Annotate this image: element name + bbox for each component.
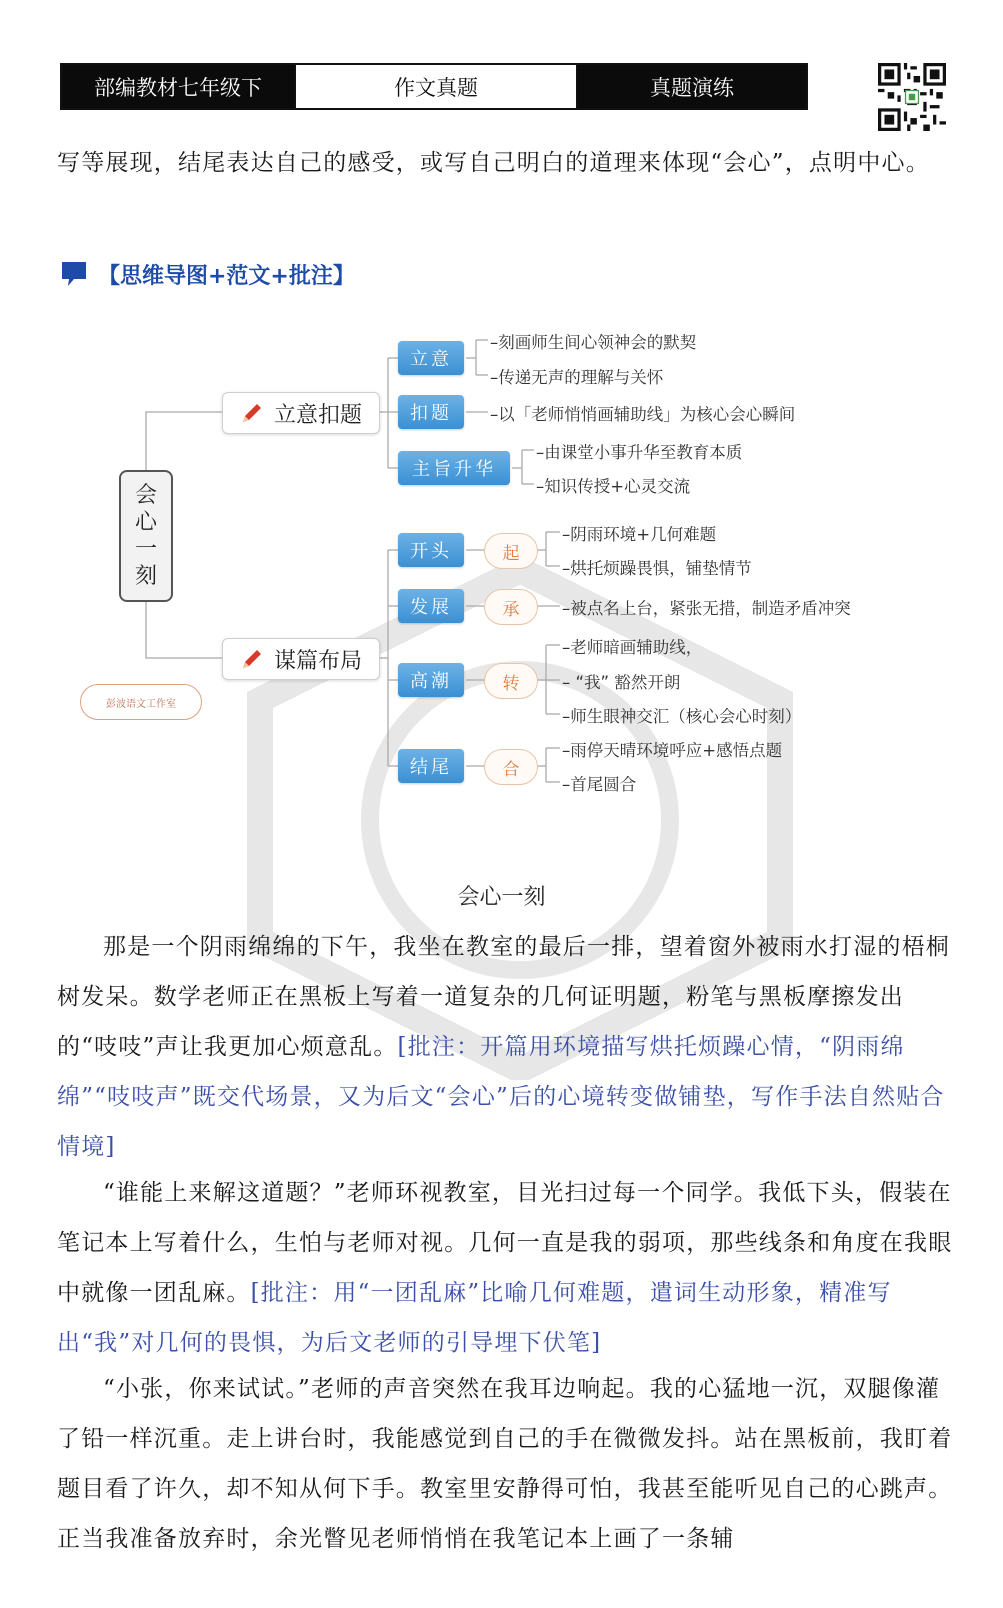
circle-qi: 起 [484,533,538,569]
essay-text: “小张，你来试试。”老师的声音突然在我耳边响起。我的心猛地一沉，双腿像灌了铅一样沉重。走上讲台时，我能感觉到自己的手在微微发抖。站在黑板前，我盯着题目看了许久，却不知从何下手。教室里安静得可怕，我甚至能听见自己的心跳声。正当我准备放弃时，余光瞥见老师悄悄在我笔记本上画了一条辅 [57,1376,953,1552]
studio-stamp: 彭波语文工作室 [80,684,202,720]
mindmap-item: –烘托烦躁畏惧，铺垫情节 [562,559,752,578]
essay-paragraph-1 [57,922,957,1172]
mindmap-item: –师生眼神交汇（核心会心时刻） [562,707,802,726]
mindmap-item: –被点名上台，紧张无措，制造矛盾冲突 [562,599,851,618]
pencil-icon [240,401,264,425]
mindmap-item: –阴雨环境+几何难题 [562,525,717,544]
mindmap-item: –首尾圆合 [562,775,637,794]
header-category: 作文真题 [294,65,578,108]
header-practice: 真题演练 [578,65,806,108]
essay-text: “谁能上来解这道题？”老师环视教室，目光扫过每一个同学。我低下头，假装在笔记本上写着什么，生怕与老师对视。几何一直是我的弱项，那些线条和角度在我眼中就像一团乱麻。 [57,1180,953,1306]
essay-text: 那是一个阴雨绵绵的下午，我坐在教室的最后一排，望着窗外被雨水打湿的梧桐树发呆。数学老师正在黑板上写着一道复杂的几何证明题，粉笔与黑板摩擦发出的“吱吱”声让我更加心烦意乱。 [57,934,950,1060]
header-grade: 部编教材七年级下 [62,65,294,108]
mindmap-item: –传递无声的理解与关怀 [490,368,664,387]
mindmap-item: – “我” 豁然开朗 [562,673,681,692]
tag-liyi: 立意 [398,341,464,375]
essay-paragraph-3 [57,1364,957,1564]
circle-zhuan: 转 [484,663,538,699]
intro-paragraph: 写等展现，结尾表达自己的感受，或写自己明白的道理来体现“会心”，点明中心。 [57,150,930,176]
tag-jiewei: 结尾 [398,749,464,783]
tag-zhuzhi: 主旨升华 [398,451,510,485]
branch-structure-label: 谋篇布局 [273,648,362,674]
pencil-icon [240,647,264,671]
mindmap-item: –由课堂小事升华至教育本质 [536,443,743,462]
annotation-note: [批注：用“一团乱麻”比喻几何难题，遣词生动形象，精准写出“我”对几何的畏惧，为后文老师的引导埋下伏笔] [57,1280,892,1356]
mindmap-root-label: 会 心 一 刻 [134,483,157,589]
section-title-label: 【思维导图+范文+批注】 [98,263,355,289]
circle-he: 合 [484,749,538,785]
tag-gaochao: 高潮 [398,663,464,697]
speech-bubble-icon [60,260,90,288]
header-bar [60,63,808,110]
qr-code-icon[interactable] [878,63,946,131]
mindmap-item: –雨停天晴环境呼应+感悟点题 [562,741,783,760]
mindmap-item: –知识传授+心灵交流 [536,477,691,496]
tag-kaitou: 开头 [398,533,464,567]
annotation-note: [批注：开篇用环境描写烘托烦躁心情，“阴雨绵绵”“吱吱声”既交代场景，又为后文“会心”后的心境转变做铺垫，写作手法自然贴合情境] [57,1034,945,1160]
circle-cheng: 承 [484,589,538,625]
essay-title: 会心一刻 [457,885,546,910]
mindmap-item: –以「老师悄悄画辅助线」为核心会心瞬间 [490,405,796,424]
branch-structure-node [222,638,380,680]
tag-kouti: 扣题 [398,395,464,429]
essay-paragraph-2 [57,1168,957,1368]
mindmap-root [119,470,173,602]
mindmap-item: –老师暗画辅助线， [562,638,703,657]
branch-theme-label: 立意扣题 [273,402,362,428]
mindmap-item: –刻画师生间心领神会的默契 [490,333,697,352]
branch-theme-node [222,392,380,434]
section-title [60,256,355,292]
tag-fazhan: 发展 [398,589,464,623]
